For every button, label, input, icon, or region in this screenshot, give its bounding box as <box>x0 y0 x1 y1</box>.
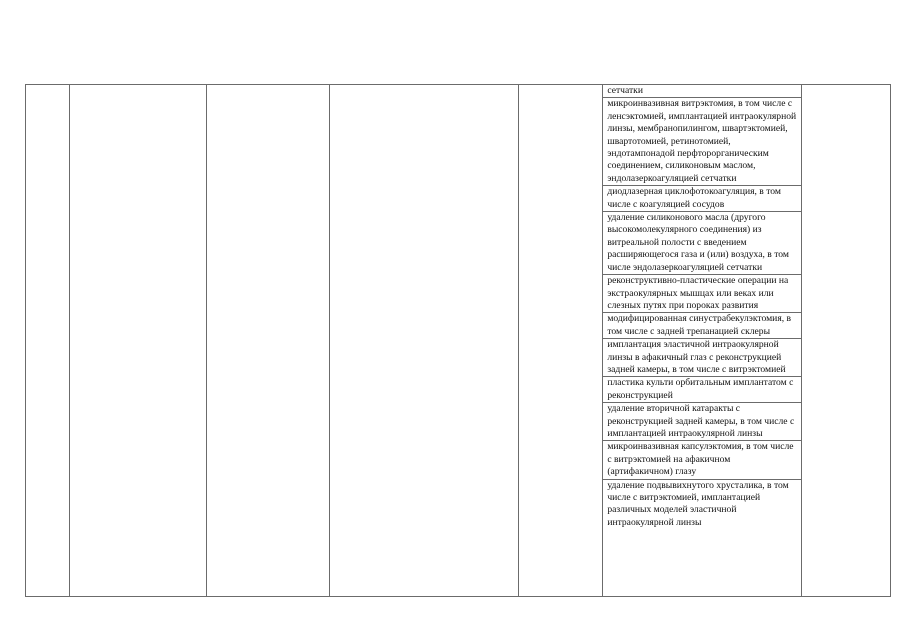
procedure-cell <box>603 85 801 597</box>
procedure-item: имплантация эластичной интраокулярной линзы в афакичный глаз с реконструкцией задней камеры, в том числе с витрэктомией <box>603 339 800 377</box>
procedure-item: модифицированная синустрабекулэктомия, в том числе с задней трепанацией склеры <box>603 313 800 339</box>
procedures-table <box>25 84 891 597</box>
cell-col-3 <box>207 85 329 597</box>
procedure-item: реконструктивно-пластические операции на экстраокулярных мышцах или веках или слезных путях при пороках развития <box>603 275 800 313</box>
procedure-item: пластика культи орбитальным имплантатом с реконструкцией <box>603 377 800 403</box>
procedure-item: удаление вторичной катаракты с реконструкцией задней камеры, в том числе с имплантацией интраокулярной линзы <box>603 403 800 441</box>
procedure-item: микроинвазивная капсулэктомия, в том числе с витрэктомией на афакичном (артифакичном) глазу <box>603 441 800 479</box>
cell-col-2 <box>70 85 207 597</box>
procedure-item: удаление подвывихнутого хрусталика, в том числе с витрэктомией, имплантацией различных моделей эластичной интраокулярной линзы <box>607 479 789 528</box>
procedure-item: сетчатки <box>603 85 800 98</box>
procedure-item: микроинвазивная витрэктомия, в том числе с ленсэктомией, имплантацией интраокулярной линзы, мембранопилингом, швартэктомией, швартотомией, ретинотомией, эндотампонадой перфторорганическим соединением, силиконовым маслом, эндолазеркоагуляцией сетчатки <box>603 98 800 186</box>
cell-col-5 <box>519 85 603 597</box>
table-row <box>26 85 891 597</box>
procedure-list <box>603 85 800 596</box>
procedure-item: диодлазерная циклофотокоагуляция, в том числе с коагуляцией сосудов <box>603 186 800 212</box>
procedure-item: удаление силиконового масла (другого высокомолекулярного соединения) из витреальной полости с введением расширяющегося газа и (или) воздуха, в том числе эндолазеркоагуляцией сетчатки <box>603 212 800 275</box>
cell-col-1 <box>26 85 70 597</box>
cell-col-7 <box>801 85 890 597</box>
cell-col-4 <box>329 85 518 597</box>
